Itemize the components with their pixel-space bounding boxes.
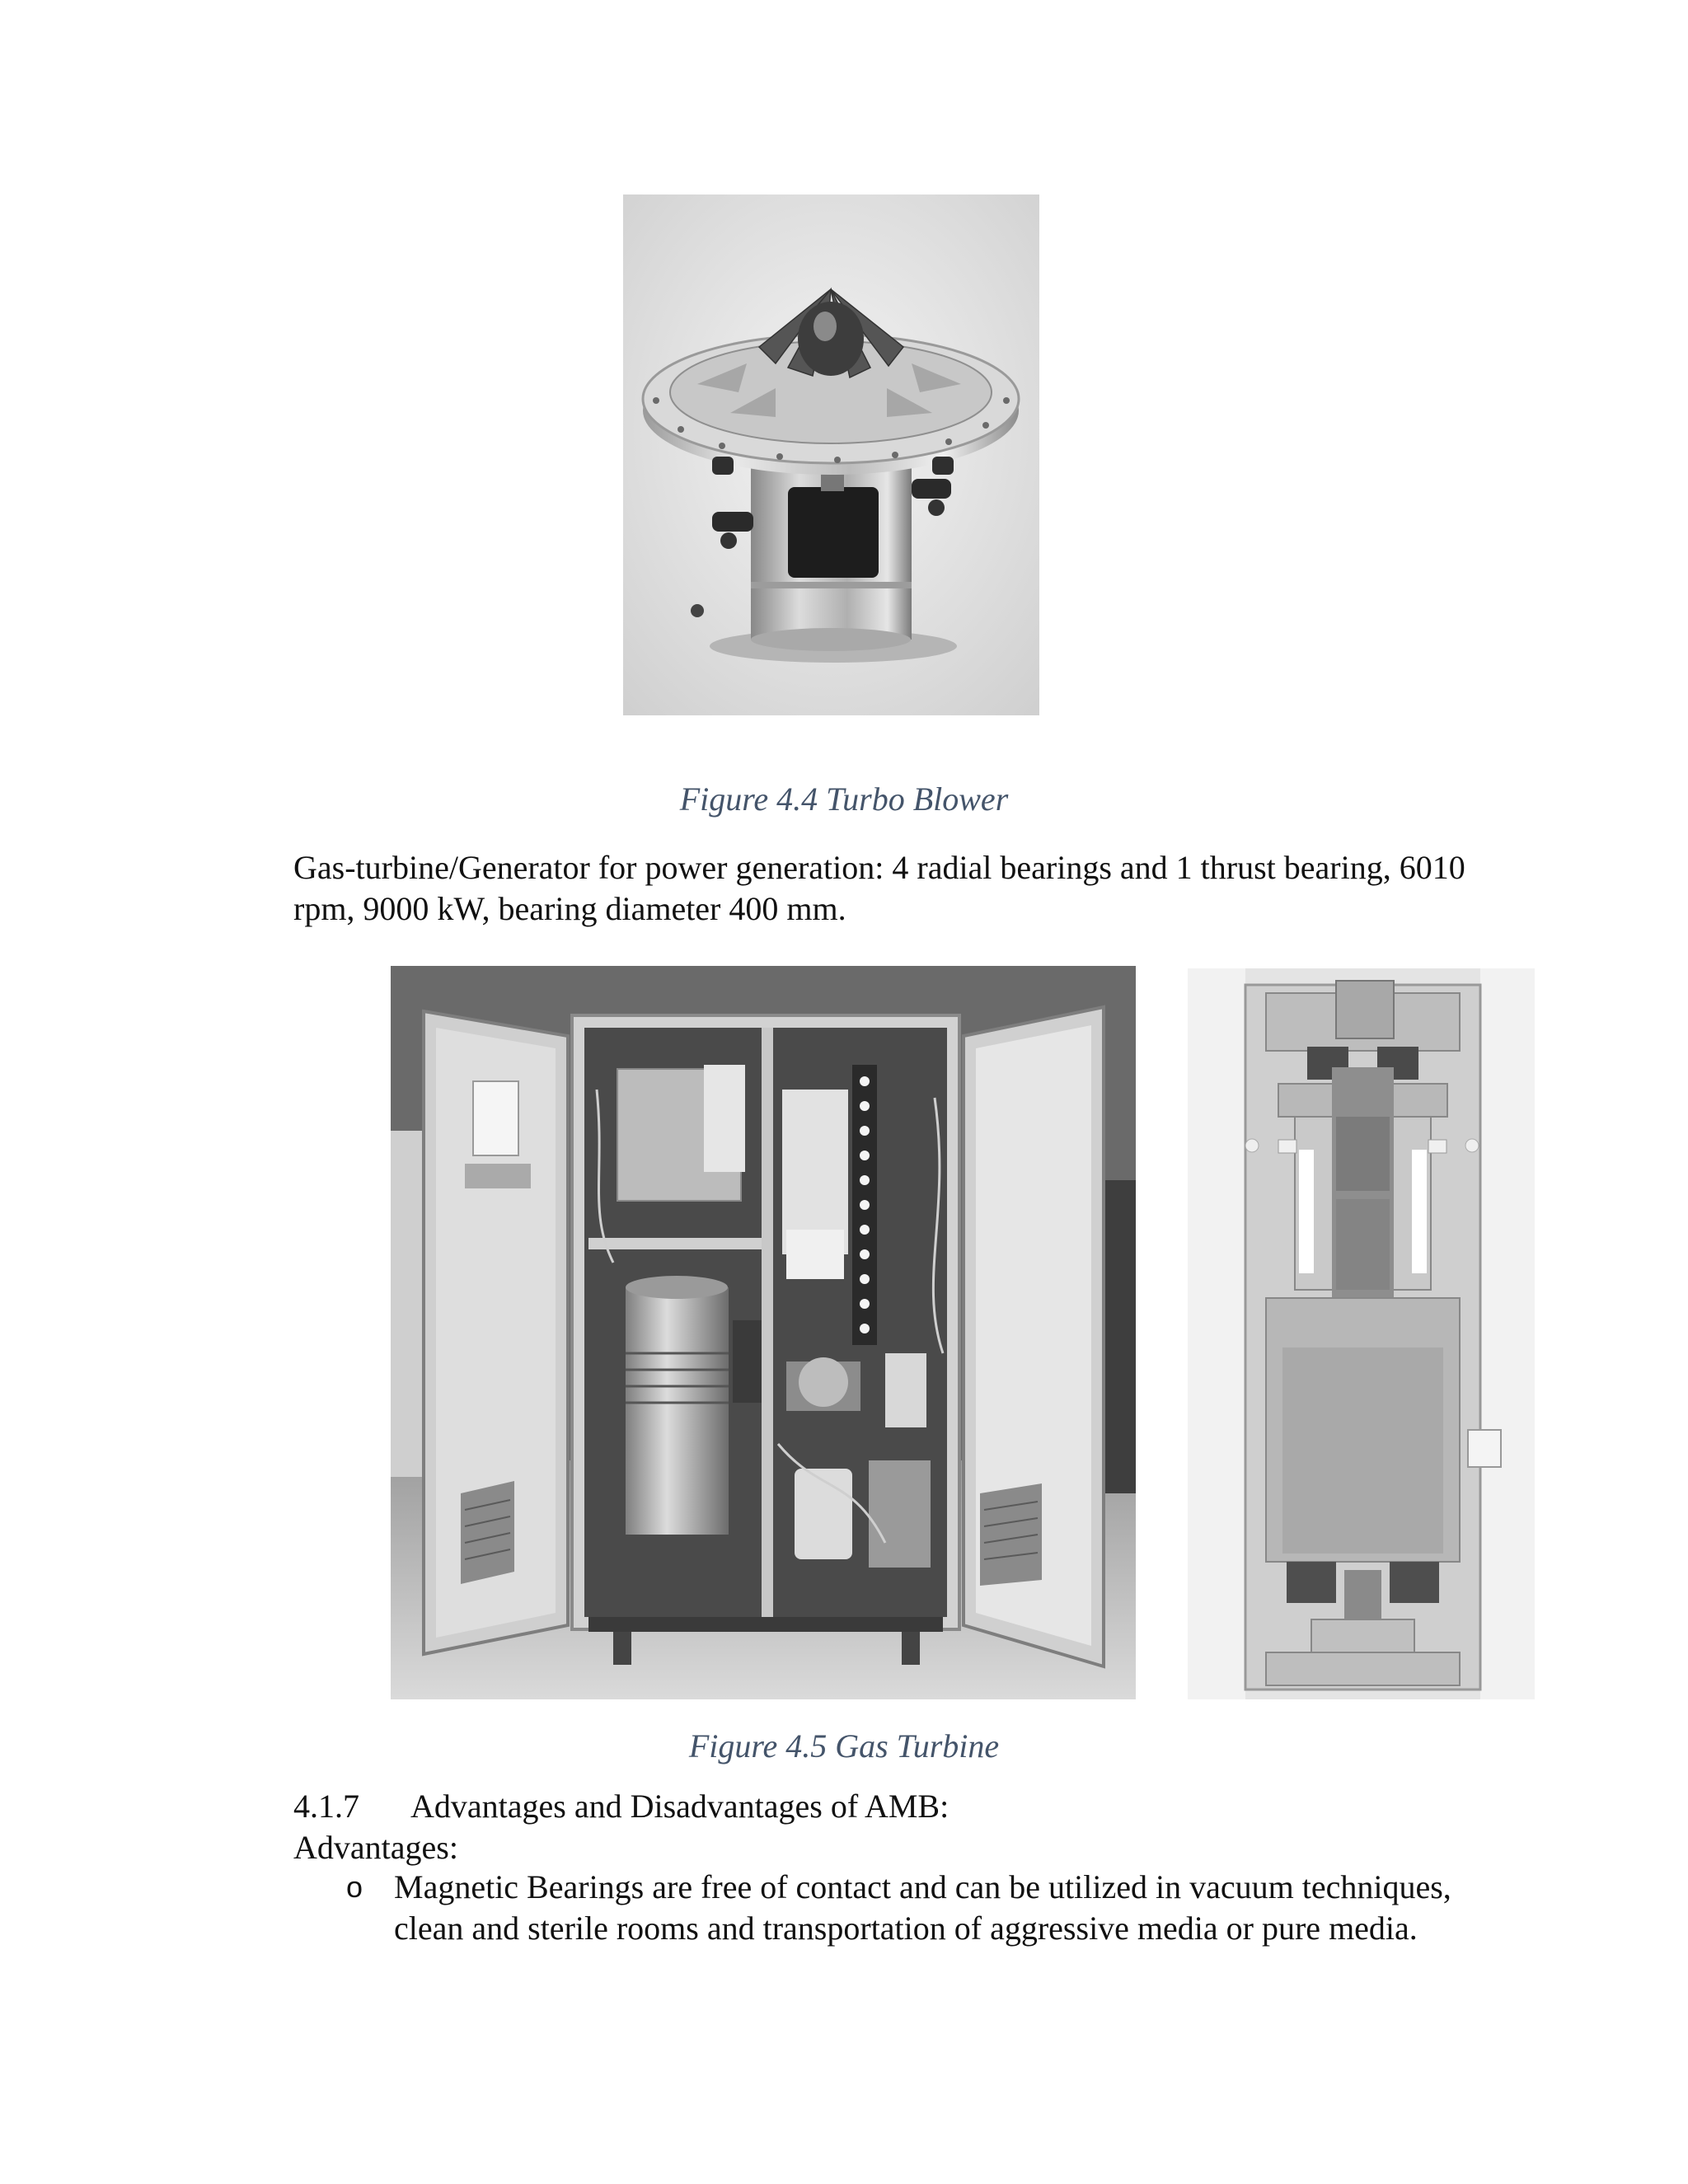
section-subheading: Advantages: [293, 1829, 458, 1866]
bullet-circle-icon: o [346, 1870, 363, 1904]
paragraph-gas-turbine-line2: rpm, 9000 kW, bearing diameter 400 mm. [293, 890, 846, 927]
turbo-blower-photo [623, 194, 1039, 715]
list-item-line1: Magnetic Bearings are free of contact and can be utilized in vacuum techniques, [394, 1868, 1451, 1905]
section-heading-number: 4.1.7 [293, 1788, 359, 1825]
control-cabinet-photo [391, 966, 1136, 1699]
advantages-list [346, 1867, 1500, 1949]
paragraph-gas-turbine-line1: Gas-turbine/Generator for power generation: 4 radial bearings and 1 thrust bearing, 6010 [293, 849, 1465, 886]
section-heading-title: Advantages and Disadvantages of AMB: [410, 1788, 950, 1825]
figure-caption-gas-turbine: Figure 4.5 Gas Turbine [688, 1727, 1000, 1765]
figure-caption-turbo-blower: Figure 4.4 Turbo Blower [679, 780, 1009, 818]
list-item [346, 1867, 1500, 1949]
gas-turbine-cross-section [1188, 968, 1535, 1699]
list-item-line2: clean and sterile rooms and transportation of aggressive media or pure media. [394, 1910, 1418, 1947]
